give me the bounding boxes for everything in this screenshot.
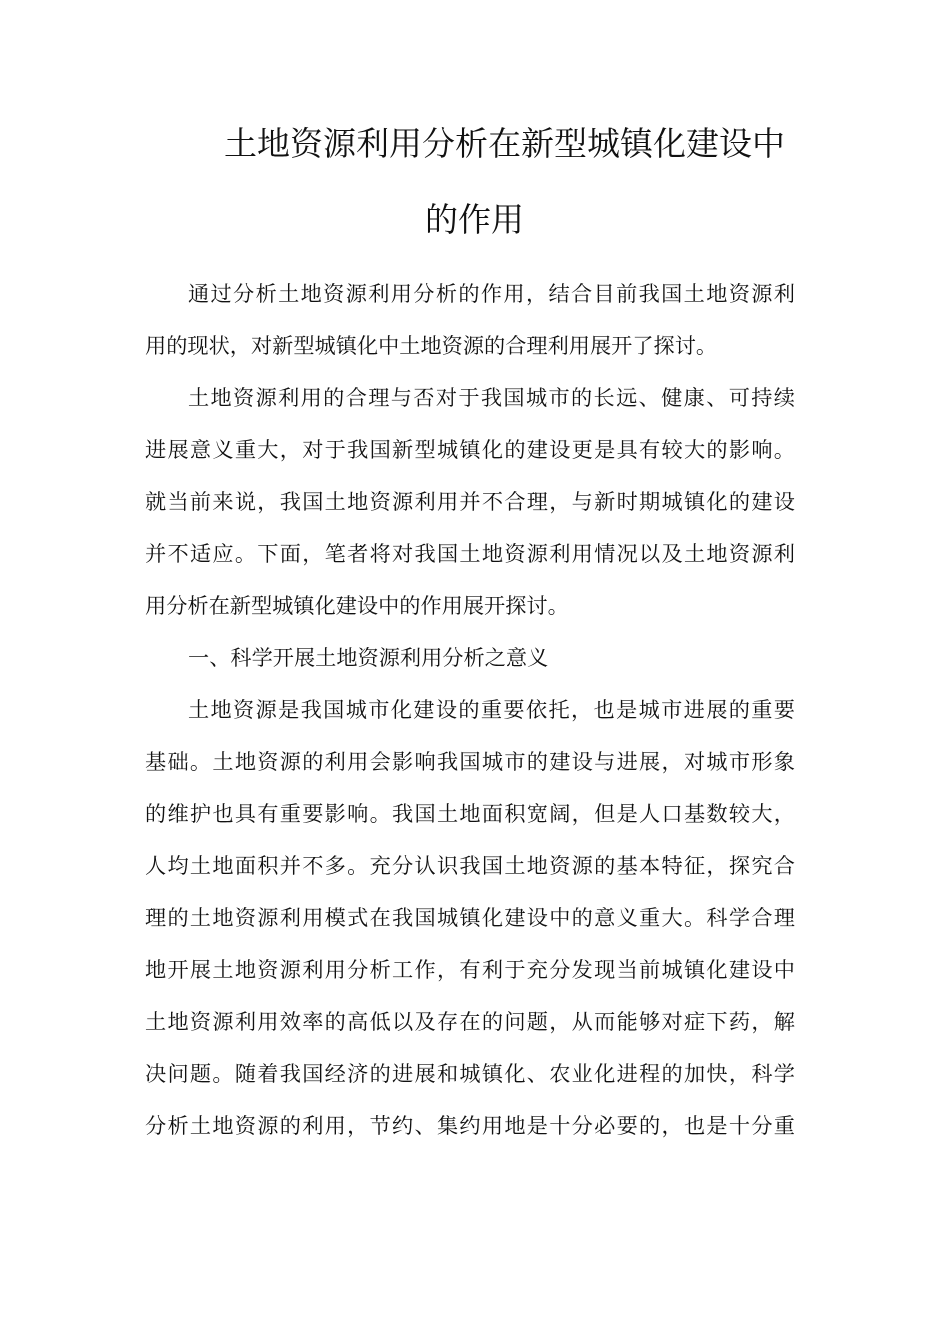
body-line-14: 地开展土地资源利用分析工作，有利于充分发现当前城镇化建设中: [145, 957, 795, 982]
body-line-6: 并不适应。下面，笔者将对我国土地资源利用情况以及土地资源利: [145, 541, 795, 566]
body-line-11: 的维护也具有重要影响。我国土地面积宽阔，但是人口基数较大，: [145, 801, 795, 826]
body-line-15: 土地资源利用效率的高低以及存在的问题，从而能够对症下药，解: [145, 1009, 795, 1034]
body-line-5: 就当前来说，我国土地资源利用并不合理，与新时期城镇化的建设: [145, 489, 795, 514]
body-line-7: 用分析在新型城镇化建设中的作用展开探讨。: [145, 593, 569, 618]
body-line-3: 土地资源利用的合理与否对于我国城市的长远、健康、可持续: [188, 385, 795, 410]
body-line-9: 土地资源是我国城市化建设的重要依托，也是城市进展的重要: [188, 697, 795, 722]
document-title-line-2: 的作用: [425, 200, 524, 239]
body-line-16: 决问题。随着我国经济的进展和城镇化、农业化进程的加快，科学: [145, 1061, 795, 1086]
body-line-4: 进展意义重大，对于我国新型城镇化的建设更是具有较大的影响。: [145, 437, 795, 462]
body-line-1: 通过分析土地资源利用分析的作用，结合目前我国土地资源利: [188, 281, 795, 306]
body-line-17: 分析土地资源的利用，节约、集约用地是十分必要的，也是十分重: [145, 1113, 795, 1138]
body-line-2: 用的现状，对新型城镇化中土地资源的合理利用展开了探讨。: [145, 333, 718, 358]
section-heading: 一、科学开展土地资源利用分析之意义: [188, 645, 549, 670]
body-line-13: 理的土地资源利用模式在我国城镇化建设中的意义重大。科学合理: [145, 905, 795, 930]
body-line-12: 人均土地面积并不多。充分认识我国土地资源的基本特征，探究合: [145, 853, 795, 878]
body-line-10: 基础。土地资源的利用会影响我国城市的建设与进展，对城市形象: [145, 749, 795, 774]
document-title-line-1: 土地资源利用分析在新型城镇化建设中: [224, 124, 785, 163]
